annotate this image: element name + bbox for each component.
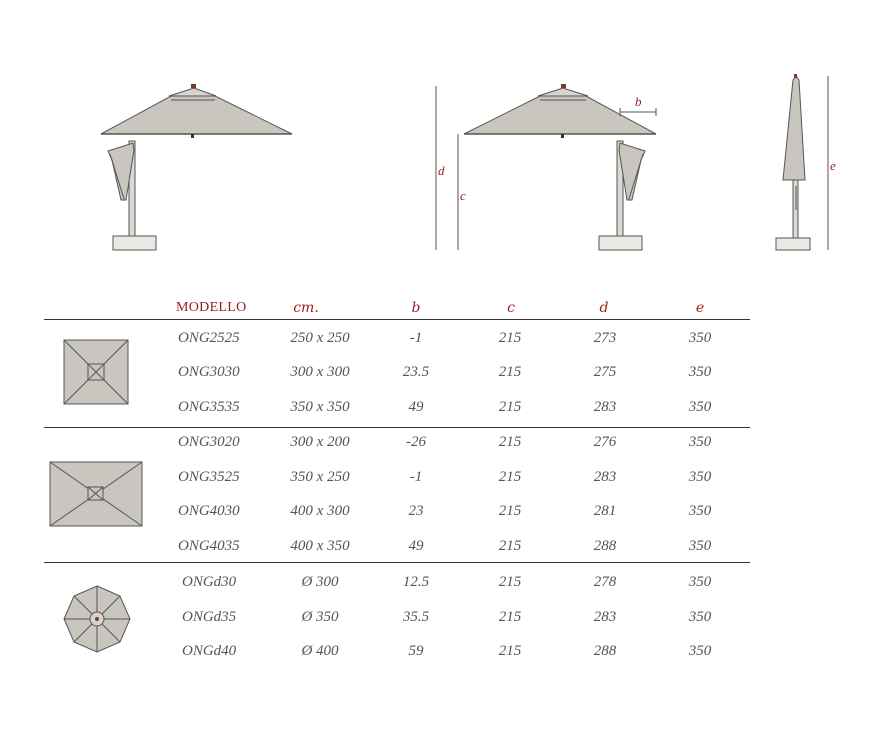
cell-e: 350 [688,364,712,380]
umbrella-drawings [0,0,889,270]
dim-label-c: c [460,188,466,203]
header-model: MODELLO [176,300,247,315]
cell-e: 350 [688,434,712,450]
dim-label-b: b [635,94,642,109]
cell-b: 12.5 [402,574,430,590]
cell-size: 400 x 300 [290,503,350,519]
cell-b: 35.5 [402,609,430,625]
cell-c: 215 [498,609,522,625]
umbrella-closed-view [776,74,828,250]
cell-b: -1 [409,330,423,346]
cell-size: 300 x 200 [290,434,350,450]
cell-c: 215 [498,434,522,450]
cell-model: ONG2525 [178,330,240,346]
cell-e: 350 [688,574,712,590]
cell-d: 288 [593,538,617,554]
cell-b: -26 [406,434,426,450]
cell-d: 278 [593,574,617,590]
header-e: e [695,300,705,316]
cell-b: 23.5 [402,364,430,380]
cell-e: 350 [688,503,712,519]
cell-model: ONGd35 [182,609,237,625]
square-canopy-icon [63,339,131,407]
cell-c: 215 [498,364,522,380]
umbrella-open-side-view [101,84,292,250]
umbrella-dimensioned-view [436,84,656,250]
cell-b: 23 [408,503,424,519]
cell-model: ONGd40 [182,643,237,659]
cell-model: ONG3020 [178,434,240,450]
cell-b: -1 [409,469,423,485]
cell-model: ONG3535 [178,399,240,415]
cell-c: 215 [498,643,522,659]
cell-size: Ø 350 [301,609,339,625]
cell-size: 350 x 250 [290,469,350,485]
cell-c: 215 [498,469,522,485]
cell-model: ONGd30 [182,574,237,590]
rectangle-canopy-icon [49,461,145,529]
cell-model: ONG4035 [178,538,240,554]
cell-c: 215 [498,399,522,415]
cell-d: 283 [593,399,617,415]
cell-size: 350 x 350 [290,399,350,415]
cell-c: 215 [498,538,522,554]
cell-d: 288 [593,643,617,659]
cell-size: 250 x 250 [290,330,350,346]
cell-c: 215 [498,503,522,519]
cell-b: 49 [408,399,424,415]
cell-e: 350 [688,609,712,625]
cell-d: 276 [593,434,617,450]
cell-e: 350 [688,469,712,485]
cell-b: 59 [408,643,424,659]
cell-model: ONG3030 [178,364,240,380]
octagon-canopy-icon [62,584,132,654]
cell-model: ONG3525 [178,469,240,485]
cell-e: 350 [688,538,712,554]
header-size: cm. [293,300,319,316]
cell-model: ONG4030 [178,503,240,519]
header-divider [44,319,750,320]
cell-b: 49 [408,538,424,554]
cell-d: 283 [593,469,617,485]
cell-size: Ø 400 [301,643,339,659]
cell-size: 300 x 300 [290,364,350,380]
group-divider-2 [44,562,750,563]
cell-c: 215 [498,330,522,346]
cell-e: 350 [688,399,712,415]
cell-c: 215 [498,574,522,590]
cell-e: 350 [688,330,712,346]
header-d: d [599,300,609,316]
cell-d: 275 [593,364,617,380]
cell-d: 281 [593,503,617,519]
header-b: b [411,300,421,316]
cell-size: Ø 300 [301,574,339,590]
cell-d: 283 [593,609,617,625]
cell-d: 273 [593,330,617,346]
dim-label-e: e [830,158,836,173]
header-c: c [507,300,515,316]
dim-label-d: d [438,163,445,178]
group-divider-1 [44,427,750,428]
cell-e: 350 [688,643,712,659]
cell-size: 400 x 350 [290,538,350,554]
